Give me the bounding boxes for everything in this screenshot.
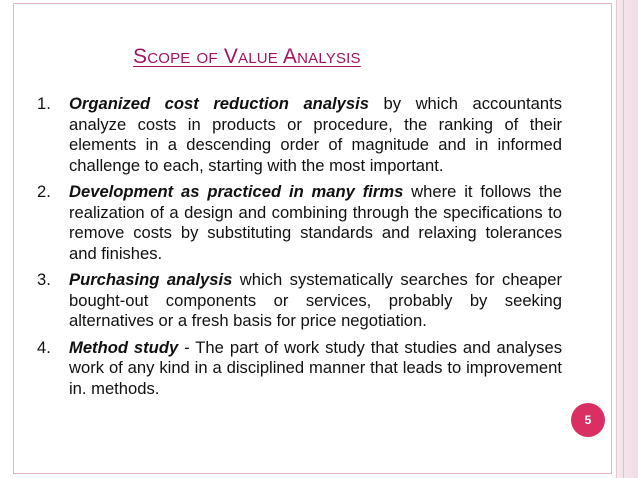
item-number: 3. <box>37 270 51 289</box>
item-number: 1. <box>37 94 51 113</box>
item-number: 2. <box>37 182 51 201</box>
item-text: - The part of work study that studies and analyses work of any kind in a disciplined manner that leads to improvement in. methods. <box>69 337 562 398</box>
item-number: 4. <box>37 337 51 357</box>
slide-body <box>37 94 562 405</box>
item-text: which systematically searches for cheaper bought-out components or services, probably by seeking alternatives or a fresh basis for price negotiation. <box>69 270 562 330</box>
list-item <box>37 182 562 264</box>
list-item <box>37 270 562 332</box>
item-lead: Method study <box>69 337 179 357</box>
page-number-badge: 5 <box>571 403 605 437</box>
slide-title: Scope of Value Analysis <box>133 45 361 68</box>
item-text: where it follows the realization of a design and combining through the specifications to remove costs by substituting standards and relaxing tolerances and finishes. <box>69 182 562 263</box>
item-lead: Purchasing analysis <box>69 270 233 289</box>
right-decorative-bar <box>616 0 638 478</box>
item-lead: Development as practiced in many firms <box>69 182 404 201</box>
item-lead: Organized cost reduction analysis <box>69 94 369 113</box>
list-item <box>37 338 562 400</box>
list-item <box>37 94 562 176</box>
item-text: by which accountants analyze costs in products or procedure, the ranking of their elements in a descending order of magnitude and in informed challenge to each, starting with the most important. <box>69 94 563 175</box>
